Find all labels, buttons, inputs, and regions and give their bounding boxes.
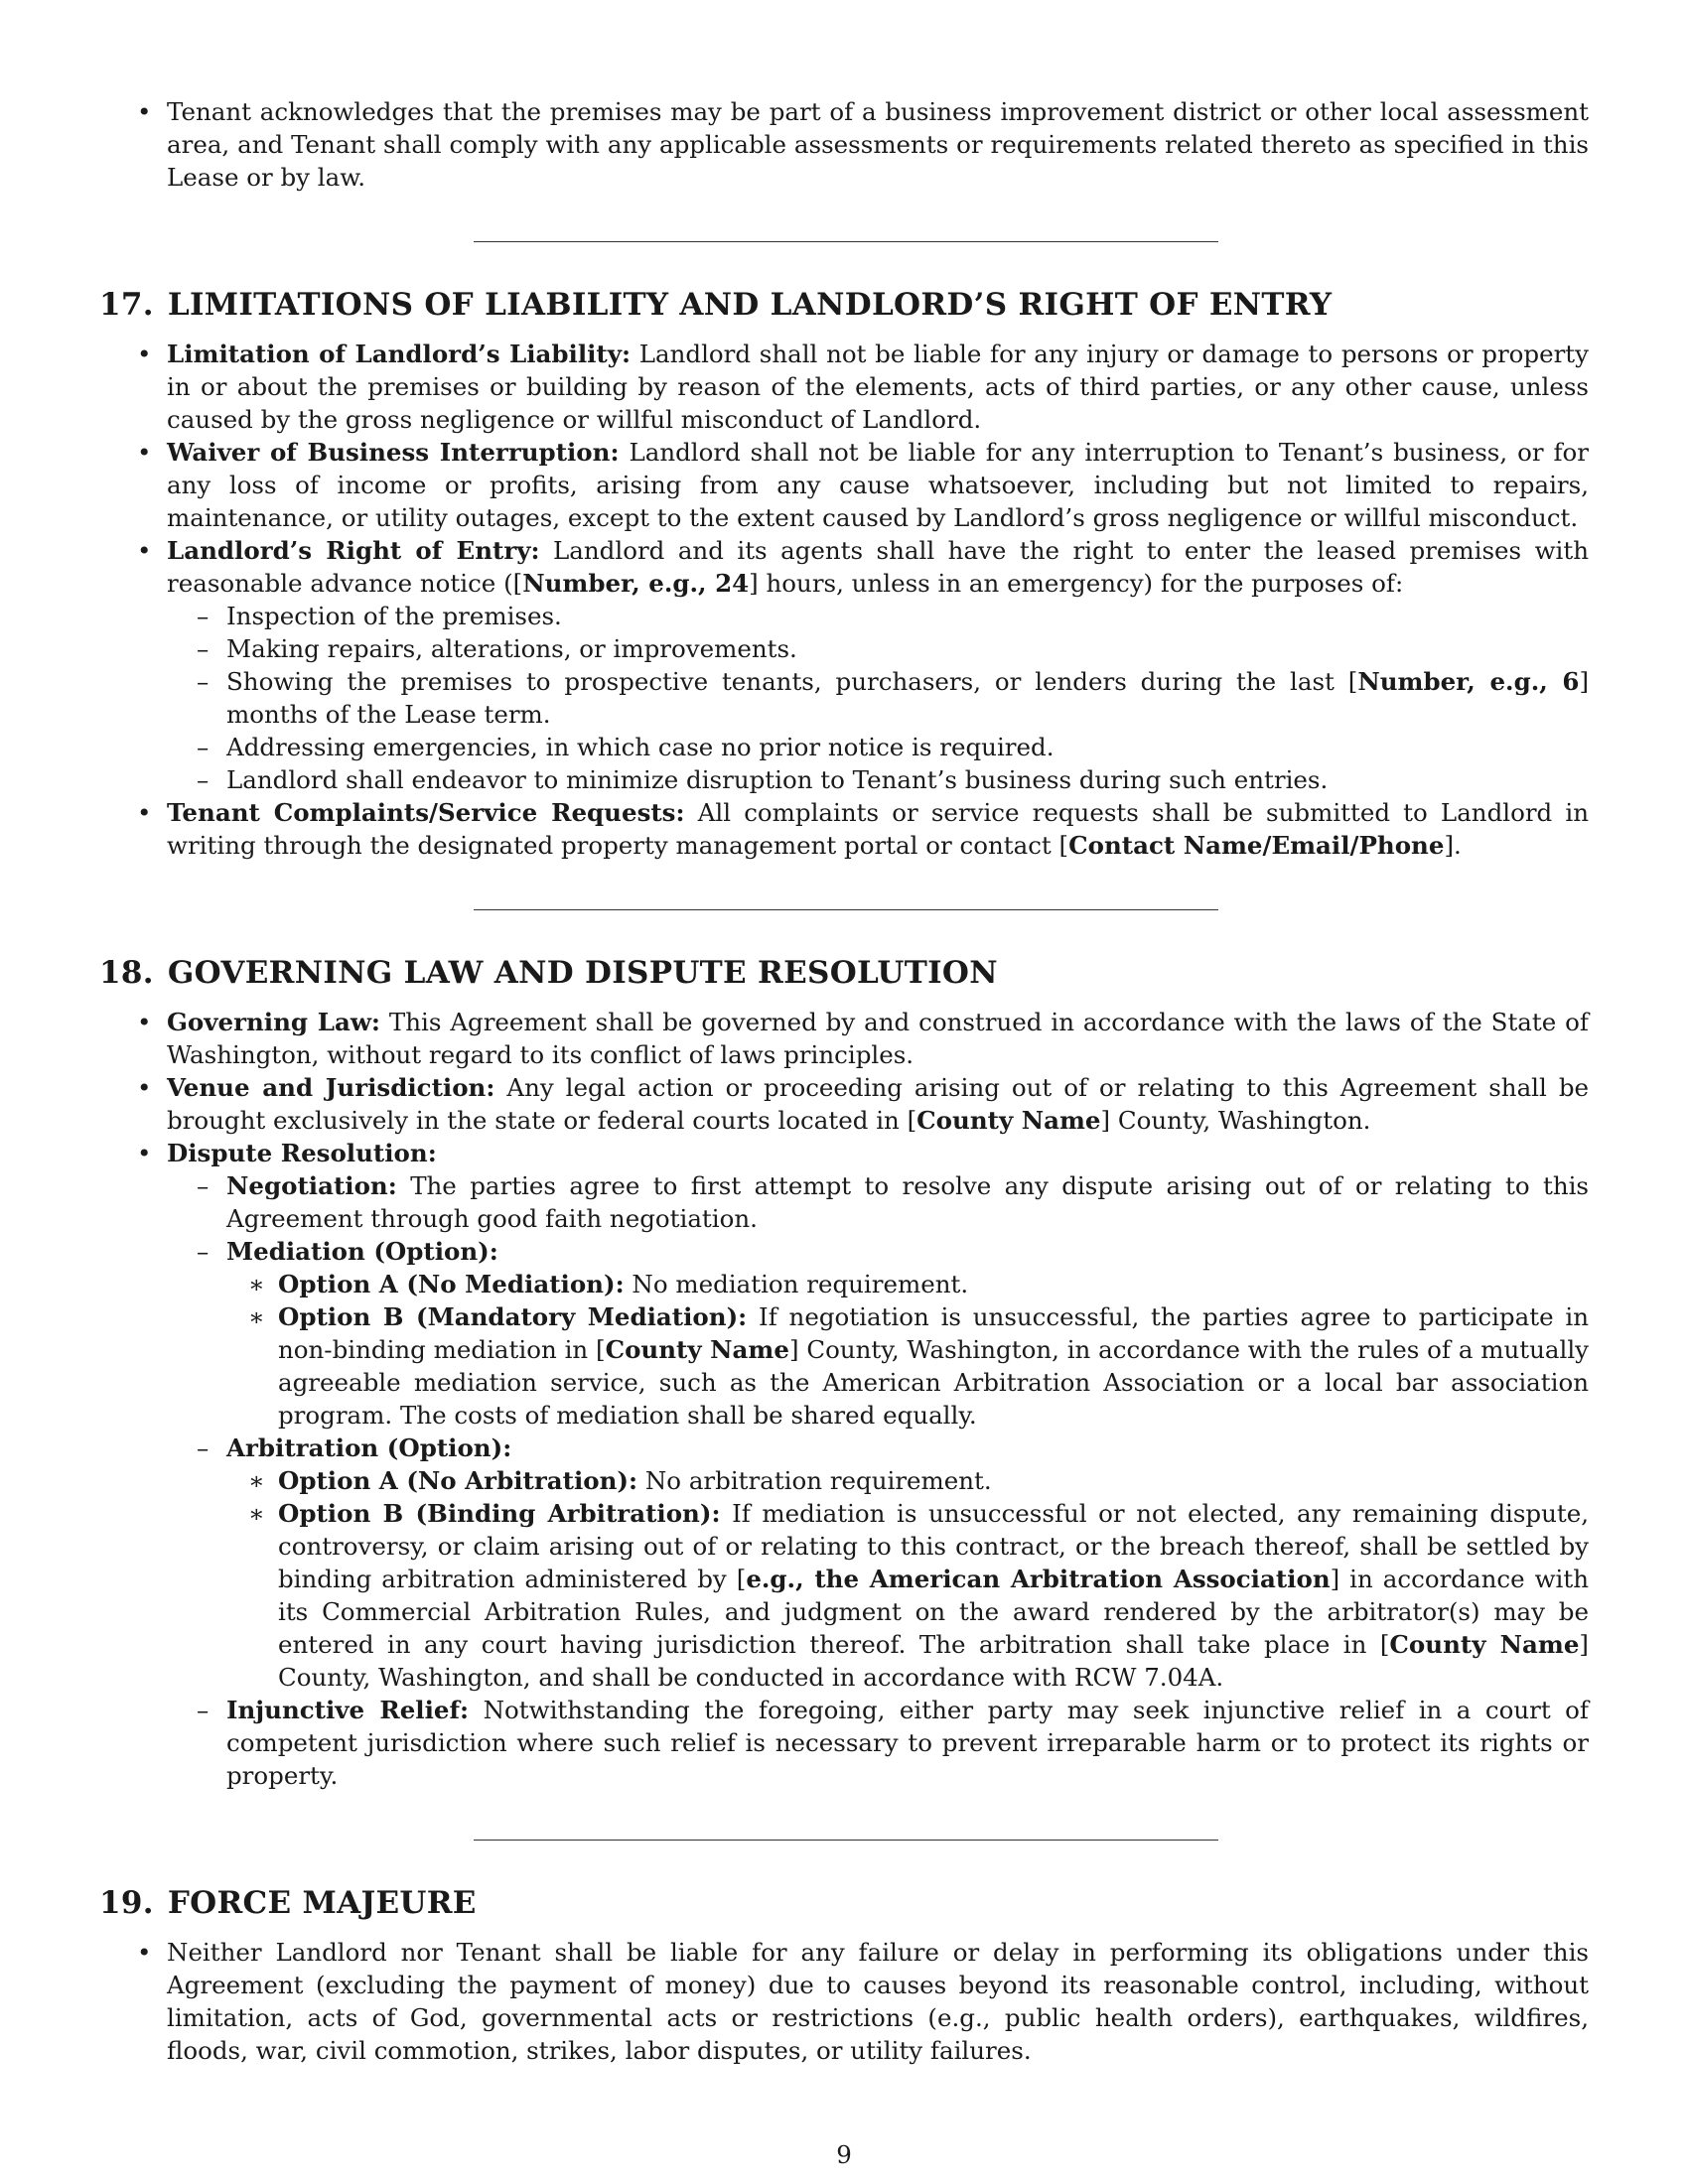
clause-text: ]. (1444, 831, 1462, 860)
list-item (226, 731, 1589, 763)
arbitration-options-list (226, 1464, 1589, 1694)
list-item (226, 763, 1589, 796)
section-title: GOVERNING LAW AND DISPUTE RESOLUTION (167, 955, 998, 991)
clause-label: Arbitration (Option): (226, 1433, 512, 1462)
list-item (167, 796, 1589, 862)
clause-label: Waiver of Business Interruption: (167, 438, 620, 467)
clause-label: Option A (No Arbitration): (278, 1466, 638, 1495)
list-item (278, 1300, 1589, 1432)
section-19-heading (99, 1884, 1589, 1922)
clause-label: Mediation (Option): (226, 1237, 498, 1266)
clause-text: ] in accordance with its Commercial Arbitration Rules, and judgment on the award rendered by the arbitrator(s) may be entered in any court having jurisdiction thereof. The arbitration shall take place in [ (278, 1565, 1590, 1659)
placeholder-field: Contact Name/Email/Phone (1068, 831, 1445, 860)
clause-text: Showing the premises to prospective tenants, purchasers, or lenders during the last [ (226, 667, 1358, 696)
entry-purposes-list (167, 600, 1589, 796)
clause-text: Inspection of the premises. (226, 602, 562, 630)
clause-label: Option B (Binding Arbitration): (278, 1499, 721, 1528)
section-divider (474, 241, 1218, 242)
list-item (226, 600, 1589, 632)
mediation-options-list (226, 1268, 1589, 1432)
clause-label: Dispute Resolution: (167, 1139, 437, 1167)
list-item (226, 1694, 1589, 1792)
clause-text: Neither Landlord nor Tenant shall be liable for any failure or delay in performing its obligations under this Agreement (excluding the payment of money) due to causes beyond its reasonable control, including, without limitation, acts of God, governmental acts or restrictions (e.g., public health orders), earthquakes, wildfires, floods, war, civil commotion, strikes, labor disputes, or utility failures. (167, 1938, 1589, 2065)
clause-text: Addressing emergencies, in which case no prior notice is required. (226, 733, 1055, 761)
section-number: 18. (99, 955, 154, 991)
clause-text: ] County, Washington, in accordance with the rules of a mutually agreeable mediation service, such as the American Arbitration Association or a local bar association program. The costs of mediation shall be shared equally. (278, 1335, 1589, 1430)
clause-text: All complaints or service requests shall be submitted to Landlord in writing through the designated property management portal or contact [ (167, 798, 1589, 860)
clause-label: Tenant Complaints/Service Requests: (167, 798, 685, 827)
list-item (226, 1235, 1589, 1432)
clause-label: Option B (Mandatory Mediation): (278, 1302, 748, 1331)
clause-text: Any legal action or proceeding arising out of or relating to this Agreement shall be brought exclusively in the state or federal courts located in [ (167, 1073, 1589, 1135)
section-18-heading (99, 954, 1589, 992)
clause-label: Landlord’s Right of Entry: (167, 536, 540, 565)
list-item (226, 632, 1589, 665)
list-item (167, 1071, 1589, 1137)
list-item (278, 1464, 1589, 1497)
section-number: 19. (99, 1885, 154, 1921)
clause-text: No arbitration requirement. (644, 1466, 992, 1495)
list-item (167, 1006, 1589, 1071)
document-page (99, 95, 1589, 2067)
list-item (167, 534, 1589, 796)
list-item (278, 1268, 1589, 1300)
section-divider (474, 909, 1218, 910)
clause-label: Venue and Jurisdiction: (167, 1073, 495, 1102)
placeholder-field: Number, e.g., 24 (522, 569, 750, 598)
clause-label: Governing Law: (167, 1008, 380, 1036)
list-item (278, 1497, 1589, 1694)
section-17-heading (99, 286, 1589, 324)
section-title: LIMITATIONS OF LIABILITY AND LANDLORD’S RIGHT OF ENTRY (167, 287, 1333, 323)
intro-list (99, 95, 1589, 194)
section-divider (474, 1840, 1218, 1841)
clause-label: Injunctive Relief: (226, 1696, 470, 1724)
clause-text: Landlord shall endeavor to minimize disruption to Tenant’s business during such entries. (226, 765, 1329, 794)
list-item (167, 338, 1589, 436)
clause-text: The parties agree to first attempt to resolve any dispute arising out of or relating to this Agreement through good faith negotiation. (226, 1171, 1590, 1233)
clause-text: ] County, Washington, and shall be conducted in accordance with RCW 7.04A. (278, 1630, 1589, 1692)
list-item (226, 665, 1589, 731)
list-item (167, 1936, 1589, 2067)
clause-text: No mediation requirement. (632, 1270, 969, 1298)
clause-text: Making repairs, alterations, or improvements. (226, 634, 797, 663)
dispute-resolution-list (167, 1169, 1589, 1792)
section-number: 17. (99, 287, 154, 323)
list-item (167, 436, 1589, 534)
list-item (226, 1432, 1589, 1694)
clause-text: ] hours, unless in an emergency) for the purposes of: (749, 569, 1404, 598)
clause-text: Landlord shall not be liable for any injury or damage to persons or property in or about the premises or building by reason of the elements, acts of third parties, or any other cause, unless caused by the gross negligence or willful misconduct of Landlord. (167, 340, 1589, 434)
clause-label: Option A (No Mediation): (278, 1270, 625, 1298)
clause-text: This Agreement shall be governed by and construed in accordance with the laws of the State of Washington, without regard to its conflict of laws principles. (167, 1008, 1589, 1069)
placeholder-field: County Name (916, 1106, 1101, 1135)
placeholder-field: e.g., the American Arbitration Association (746, 1565, 1331, 1593)
clause-text: If negotiation is unsuccessful, the parties agree to participate in non-binding mediation in [ (278, 1302, 1589, 1364)
section-18-list (99, 1006, 1589, 1792)
clause-label: Negotiation: (226, 1171, 397, 1200)
clause-text: ] months of the Lease term. (226, 667, 1589, 729)
placeholder-field: Number, e.g., 6 (1357, 667, 1580, 696)
clause-text: If mediation is unsuccessful or not elected, any remaining dispute, controversy, or claim arising out of or relating to this contract, or the breach thereof, shall be settled by binding arbitration administered by [ (278, 1499, 1590, 1593)
clause-text: Notwithstanding the foregoing, either party may seek injunctive relief in a court of competent jurisdiction where such relief is necessary to prevent irreparable harm or to protect its rights or property. (226, 1696, 1589, 1790)
section-title: FORCE MAJEURE (167, 1885, 477, 1921)
clause-label: Limitation of Landlord’s Liability: (167, 340, 632, 368)
clause-text: ] County, Washington. (1100, 1106, 1371, 1135)
section-17-list (99, 338, 1589, 862)
list-item (226, 1169, 1589, 1235)
placeholder-field: County Name (605, 1335, 789, 1364)
clause-text: Landlord and its agents shall have the right to enter the leased premises with reasonable advance notice ([ (167, 536, 1589, 598)
placeholder-field: County Name (1389, 1630, 1580, 1659)
clause-text: Landlord shall not be liable for any interruption to Tenant’s business, or for any loss of income or profits, arising from any cause whatsoever, including but not limited to repairs, maintenance, or utility outages, except to the extent caused by Landlord’s gross negligence or willful misconduct. (167, 438, 1589, 532)
intro-text: Tenant acknowledges that the premises may be part of a business improvement district or other local assessment area, and Tenant shall comply with any applicable assessments or requirements related thereto as specified in this Lease or by law. (167, 97, 1589, 192)
list-item (167, 95, 1589, 194)
page-number: 9 (836, 2140, 852, 2169)
list-item (167, 1137, 1589, 1792)
section-19-list (99, 1936, 1589, 2067)
